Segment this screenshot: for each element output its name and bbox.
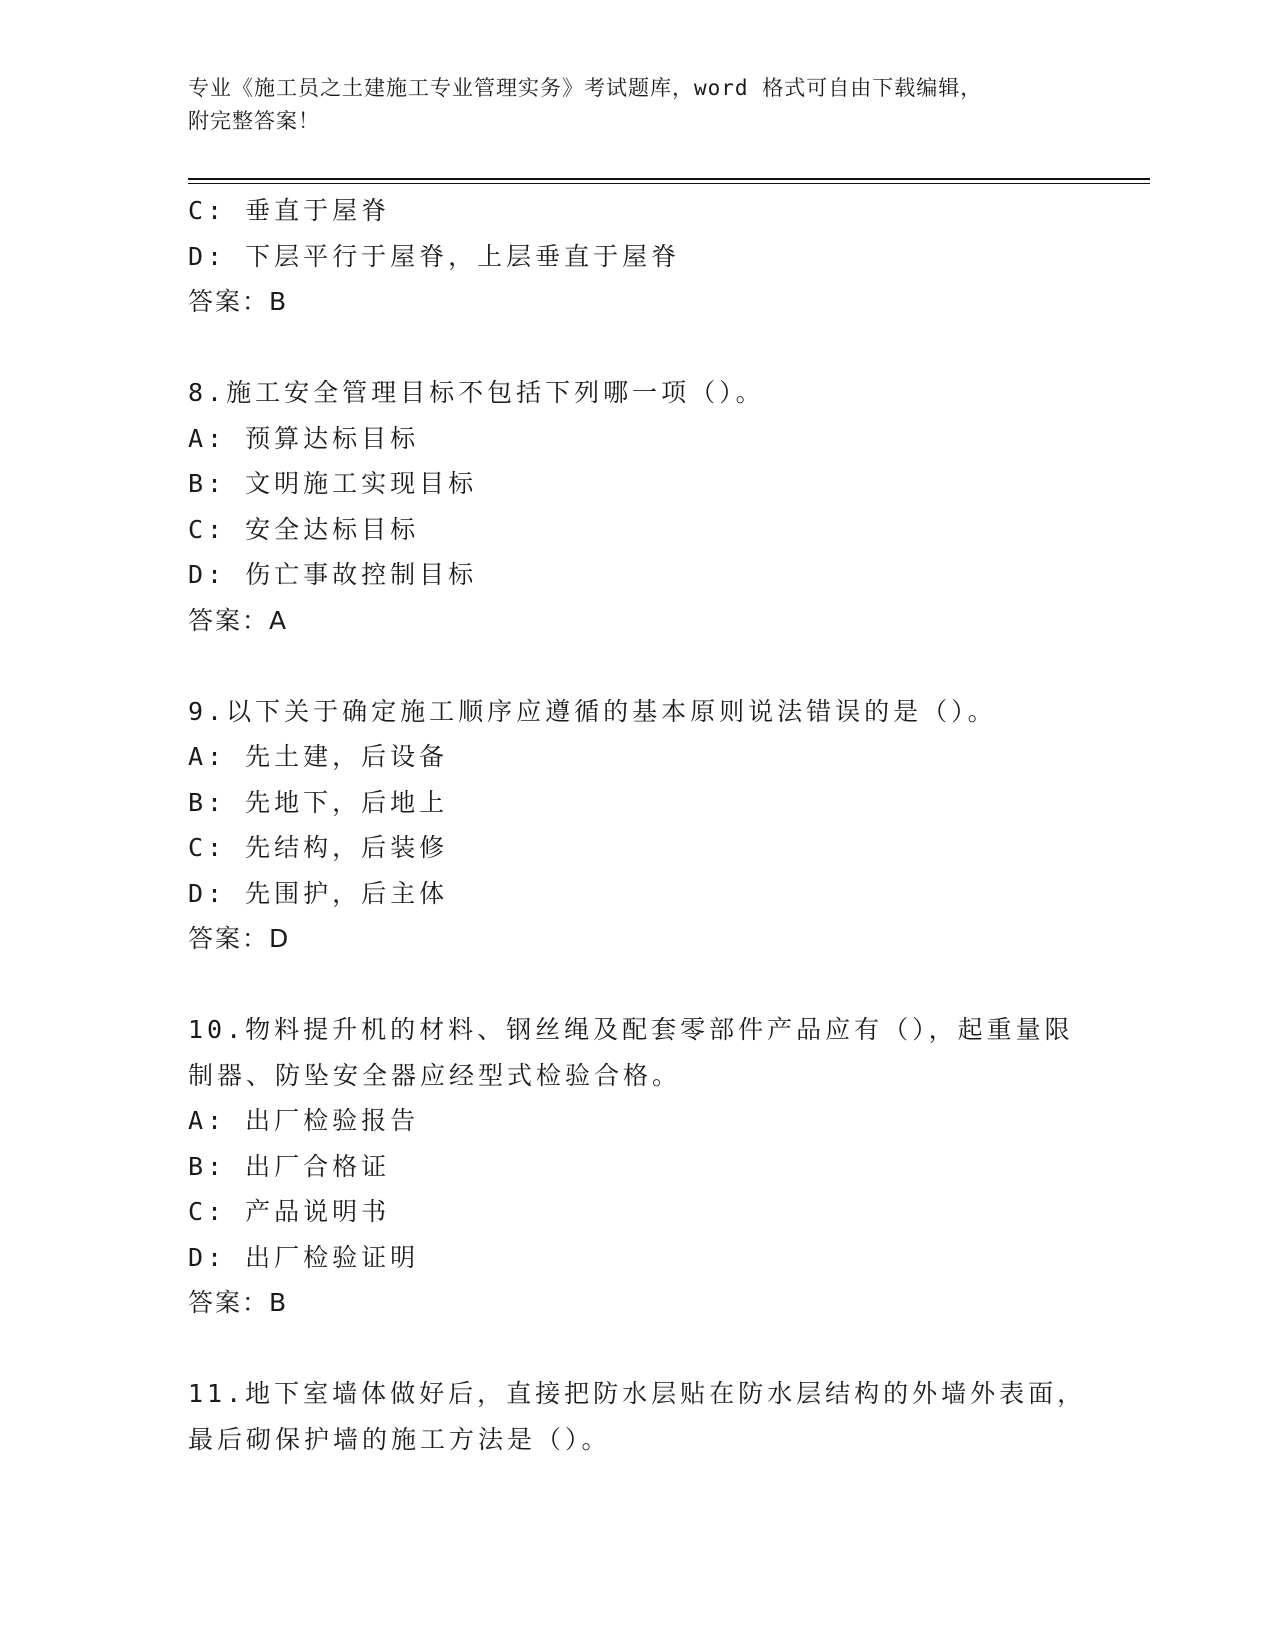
question-7-tail [188, 188, 1088, 325]
option-d: D: 出厂检验证明 [188, 1242, 420, 1272]
question-text: 8.施工安全管理目标不包括下列哪一项（）。 [188, 378, 765, 407]
header-divider-thin [188, 183, 1150, 184]
spacer [188, 325, 1088, 371]
answer: 答案：B [188, 1288, 289, 1317]
option-c: C: 先结构，后装修 [188, 833, 449, 862]
question-11 [188, 1371, 1088, 1462]
answer: 答案：D [188, 924, 291, 953]
option-b: B: 先地下，后地上 [188, 787, 449, 817]
question-text-line-2: 最后砌保护墙的施工方法是（）。 [188, 1424, 611, 1454]
option-a: A: 出厂检验报告 [188, 1106, 420, 1135]
answer: 答案：A [188, 605, 289, 635]
answer: 答案：B [188, 287, 289, 316]
option-c: C: 垂直于屋脊 [188, 196, 391, 225]
question-text-line-1: 10.物料提升机的材料、钢丝绳及配套零部件产品应有（），起重量限 [188, 1015, 1074, 1044]
option-b: B: 出厂合格证 [188, 1151, 391, 1181]
spacer [188, 1326, 1088, 1372]
option-d: D: 下层平行于屋脊，上层垂直于屋脊 [188, 241, 681, 271]
header-line-1: 专业《施工员之土建施工专业管理实务》考试题库，word 格式可自由下载编辑， [188, 76, 983, 100]
option-b: B: 文明施工实现目标 [188, 469, 478, 498]
option-d: D: 伤亡事故控制目标 [188, 560, 478, 589]
question-9 [188, 689, 1088, 962]
option-a: A: 先土建，后设备 [188, 742, 449, 771]
question-8 [188, 370, 1088, 643]
header-line-2: 附完整答案！ [188, 109, 320, 133]
question-text-line-2: 制器、防坠安全器应经型式检验合格。 [188, 1060, 682, 1090]
option-a: A: 预算达标目标 [188, 423, 420, 453]
option-c: C: 产品说明书 [188, 1197, 391, 1226]
spacer [188, 962, 1088, 1008]
option-c: C: 安全达标目标 [188, 514, 420, 544]
question-text-line-1: 11.地下室墙体做好后，直接把防水层贴在防水层结构的外墙外表面， [188, 1379, 1087, 1408]
header-divider-thick [188, 178, 1150, 180]
document-header [188, 72, 1068, 138]
question-10 [188, 1007, 1088, 1326]
question-list [188, 188, 1088, 1462]
option-d: D: 先围护，后主体 [188, 878, 449, 908]
question-text: 9.以下关于确定施工顺序应遵循的基本原则说法错误的是（）。 [188, 696, 997, 726]
spacer [188, 643, 1088, 689]
